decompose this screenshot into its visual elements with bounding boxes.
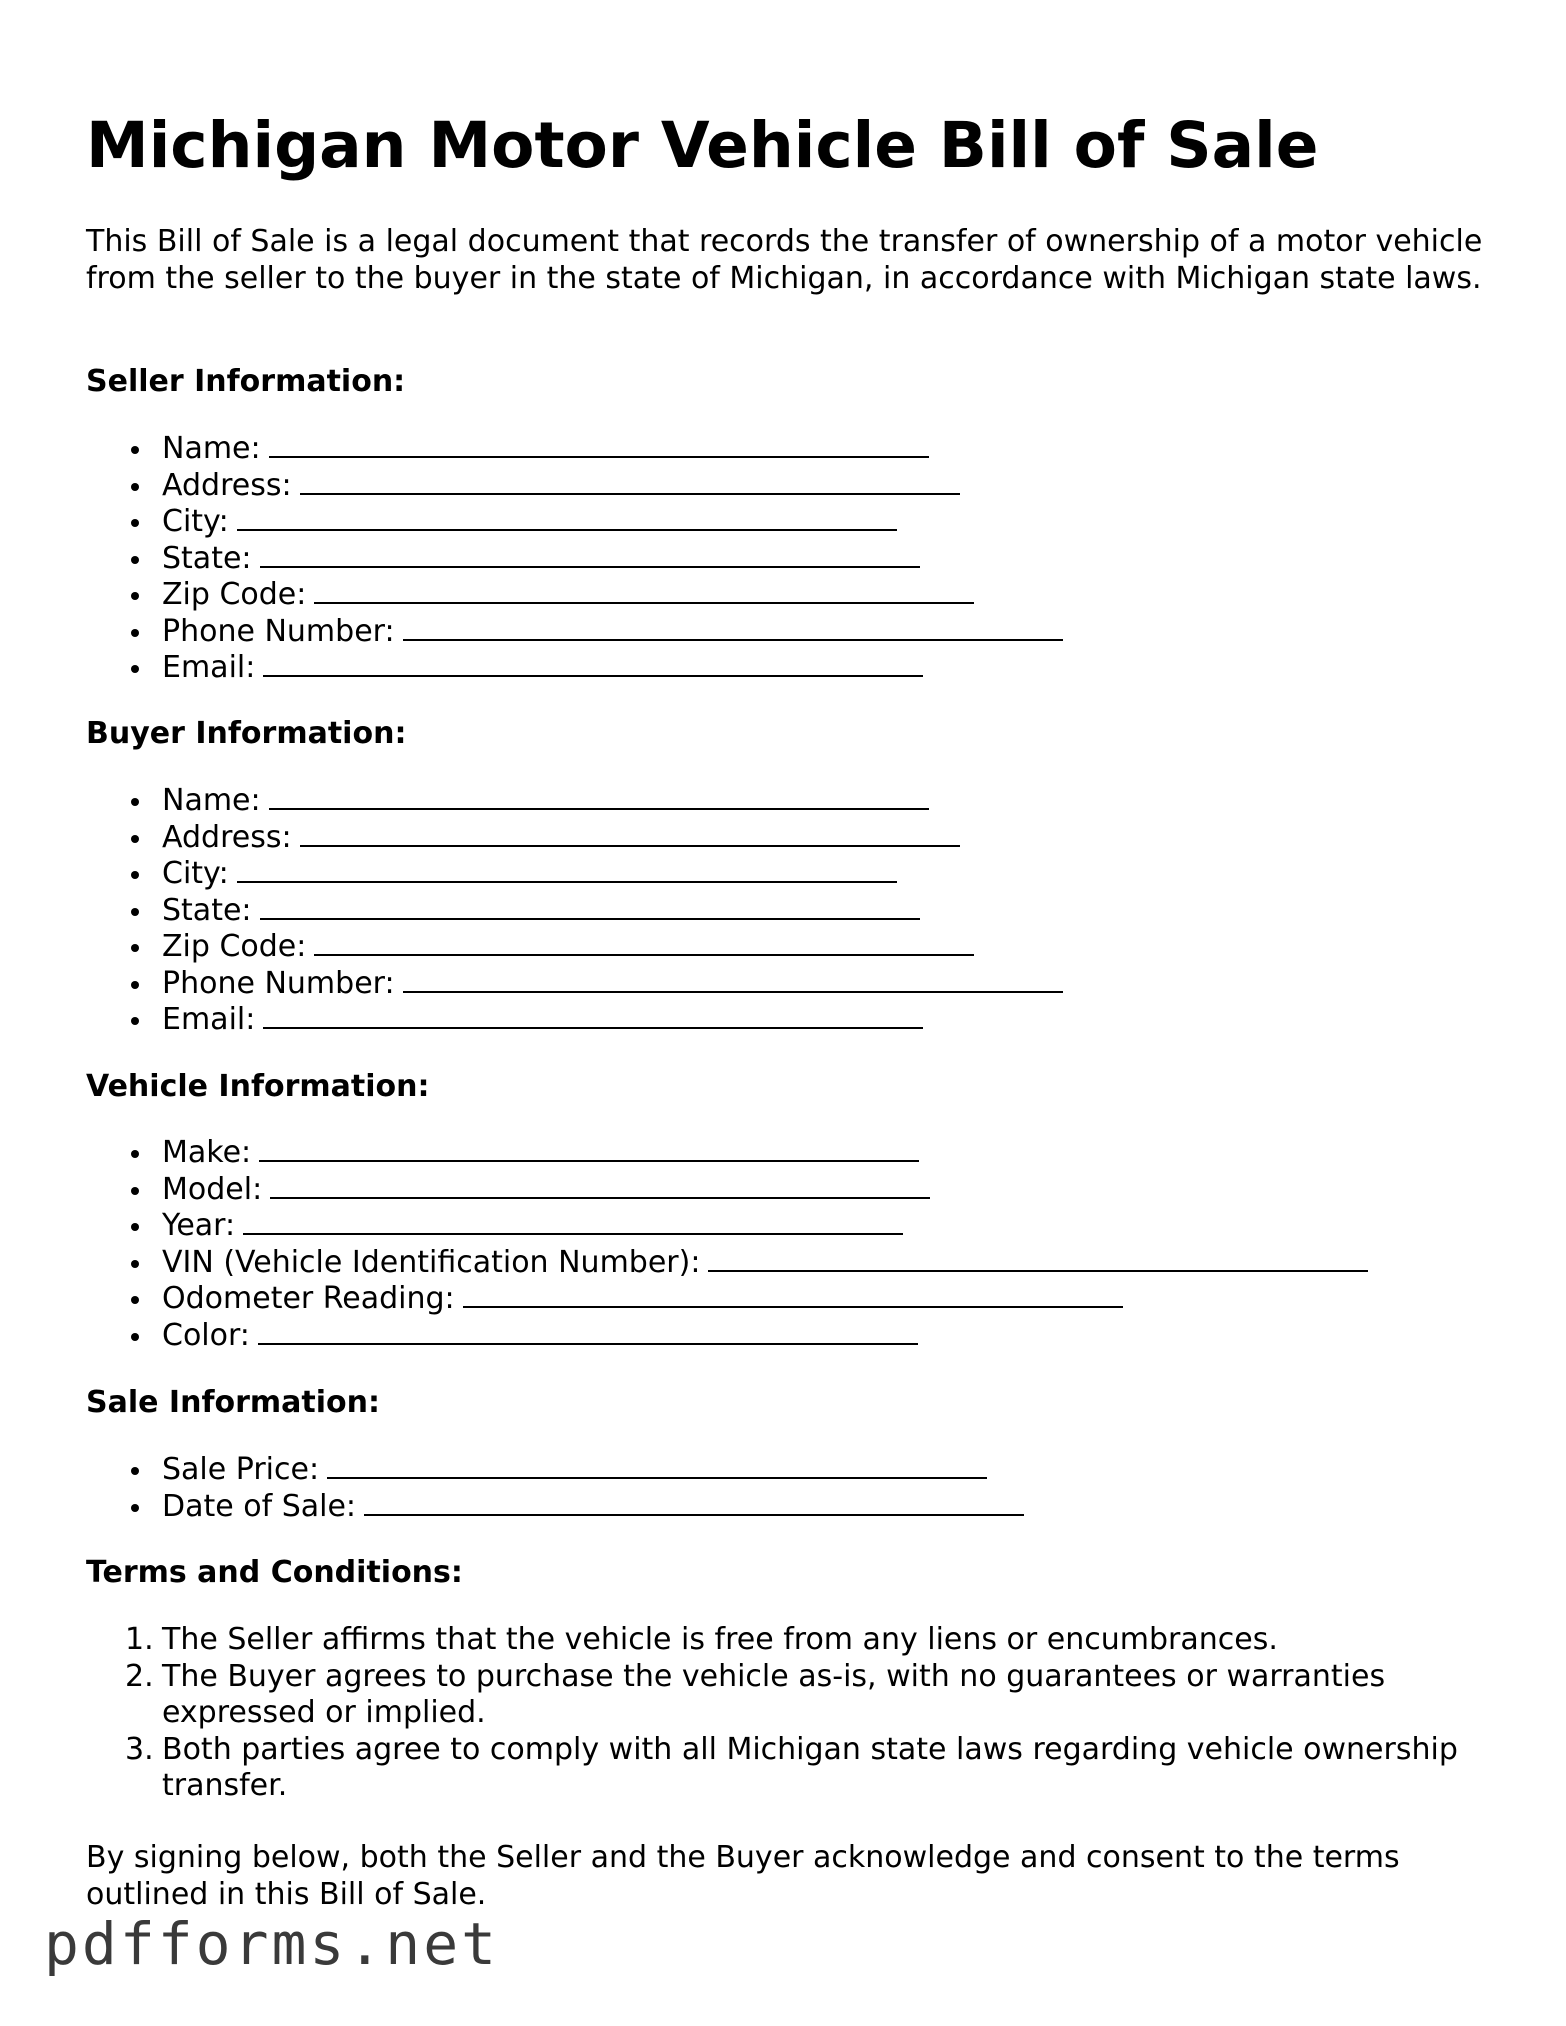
- buyer-email-field: [86, 1002, 1063, 1039]
- field-label: Color:: [162, 1317, 250, 1353]
- sale-date-field: [86, 1489, 1024, 1526]
- field-label: City:: [162, 856, 229, 891]
- term-item: [86, 1659, 1486, 1732]
- blank-line[interactable]: [237, 507, 897, 531]
- document-title: Michigan Motor Vehicle Bill of Sale: [86, 109, 1319, 182]
- blank-line[interactable]: [260, 896, 920, 920]
- term-text: Both parties agree to comply with all Michigan state laws regarding vehicle ownership transfer.: [162, 1731, 1458, 1803]
- term-number: 3.: [125, 1731, 154, 1767]
- term-text: The Buyer agrees to purchase the vehicle as-is, with no guarantees or warranties expressed or implied.: [162, 1658, 1386, 1730]
- watermark-text: pdfforms.net: [44, 1910, 500, 1978]
- buyer-field-list: [86, 783, 1063, 1039]
- blank-line[interactable]: [270, 1175, 930, 1199]
- terms-heading: Terms and Conditions:: [86, 1555, 463, 1590]
- buyer-state-field: [86, 893, 1063, 930]
- vehicle-color-field: [86, 1318, 1368, 1355]
- seller-city-field: [86, 504, 1063, 541]
- field-label: Address:: [162, 819, 292, 855]
- field-label: Date of Sale:: [162, 1488, 357, 1524]
- sale-field-list: [86, 1452, 1024, 1525]
- field-label: Phone Number:: [162, 965, 395, 1001]
- seller-address-field: [86, 468, 1063, 505]
- vehicle-model-field: [86, 1172, 1368, 1209]
- blank-line[interactable]: [269, 434, 929, 458]
- blank-line[interactable]: [259, 1138, 919, 1162]
- sale-price-field: [86, 1452, 1024, 1489]
- buyer-address-field: [86, 820, 1063, 857]
- field-label: State:: [162, 892, 252, 928]
- sale-heading: Sale Information:: [86, 1385, 380, 1420]
- buyer-city-field: [86, 856, 1063, 893]
- buyer-phone-field: [86, 966, 1063, 1003]
- vehicle-vin-field: [86, 1245, 1368, 1282]
- field-label: VIN (Vehicle Identification Number):: [162, 1244, 701, 1280]
- seller-field-list: [86, 431, 1063, 687]
- buyer-zip-field: [86, 929, 1063, 966]
- field-label: Email:: [162, 650, 256, 685]
- term-text: The Seller affirms that the vehicle is free from any liens or encumbrances.: [162, 1622, 1278, 1657]
- field-label: Year:: [162, 1208, 236, 1243]
- blank-line[interactable]: [327, 1455, 987, 1479]
- vehicle-make-field: [86, 1135, 1368, 1172]
- seller-name-field: [86, 431, 1063, 468]
- field-label: Name:: [162, 431, 261, 466]
- blank-line[interactable]: [364, 1492, 1024, 1516]
- field-label: Model:: [162, 1171, 263, 1207]
- seller-heading: Seller Information:: [86, 364, 406, 399]
- field-label: Zip Code:: [162, 577, 307, 612]
- blank-line[interactable]: [314, 932, 974, 956]
- blank-line[interactable]: [403, 617, 1063, 641]
- field-label: City:: [162, 504, 229, 539]
- term-number: 1.: [125, 1622, 154, 1657]
- blank-line[interactable]: [314, 580, 974, 604]
- field-label: Sale Price:: [162, 1452, 320, 1487]
- field-label: Address:: [162, 467, 292, 503]
- blank-line[interactable]: [243, 1211, 903, 1235]
- seller-phone-field: [86, 614, 1063, 651]
- vehicle-heading: Vehicle Information:: [86, 1069, 430, 1104]
- field-label: Phone Number:: [162, 613, 395, 649]
- blank-line[interactable]: [260, 544, 920, 568]
- closing-paragraph: By signing below, both the Seller and the Buyer acknowledge and consent to the terms outlined in this Bill of Sale.: [86, 1840, 1400, 1912]
- vehicle-field-list: [86, 1135, 1368, 1354]
- buyer-heading: Buyer Information:: [86, 716, 407, 751]
- blank-line[interactable]: [403, 969, 1063, 993]
- blank-line[interactable]: [708, 1248, 1368, 1272]
- seller-email-field: [86, 650, 1063, 687]
- blank-line[interactable]: [263, 653, 923, 677]
- field-label: Make:: [162, 1135, 252, 1170]
- intro-paragraph: This Bill of Sale is a legal document that records the transfer of ownership of a motor vehicle from the seller to the buyer in the state of Michigan, in accordance with Michigan state laws.: [86, 224, 1483, 296]
- terms-list: [86, 1622, 1486, 1805]
- field-label: Email:: [162, 1002, 256, 1037]
- field-label: State:: [162, 540, 252, 576]
- blank-line[interactable]: [300, 471, 960, 495]
- term-item: [86, 1622, 1486, 1659]
- field-label: Odometer Reading:: [162, 1281, 455, 1316]
- blank-line[interactable]: [463, 1284, 1123, 1308]
- field-label: Name:: [162, 783, 261, 818]
- blank-line[interactable]: [237, 859, 897, 883]
- blank-line[interactable]: [300, 823, 960, 847]
- seller-state-field: [86, 541, 1063, 578]
- vehicle-year-field: [86, 1208, 1368, 1245]
- buyer-name-field: [86, 783, 1063, 820]
- seller-zip-field: [86, 577, 1063, 614]
- blank-line[interactable]: [269, 786, 929, 810]
- field-label: Zip Code:: [162, 929, 307, 964]
- blank-line[interactable]: [258, 1321, 918, 1345]
- blank-line[interactable]: [263, 1005, 923, 1029]
- vehicle-odometer-field: [86, 1281, 1368, 1318]
- term-item: [86, 1732, 1486, 1805]
- term-number: 2.: [125, 1658, 154, 1694]
